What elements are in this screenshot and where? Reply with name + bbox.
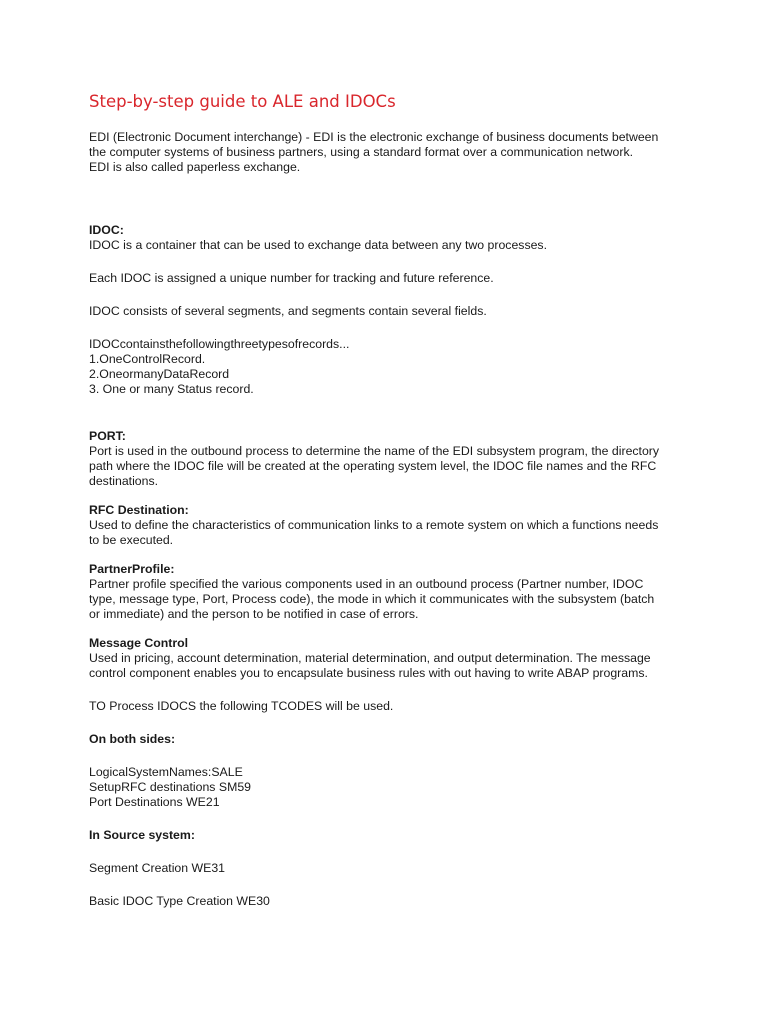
idoc-paragraph-1: IDOC is a container that can be used to exchange data between any two processes.: [89, 238, 547, 252]
idoc-records-line: 2.OneormanyDataRecord: [89, 367, 230, 381]
idoc-records-line: 3. One or many Status record.: [89, 382, 254, 396]
port-line: path where the IDOC file will be created at the operating system level, the IDOC file names and the RFC: [89, 459, 657, 473]
message-line: control component enables you to encapsulate business rules with out having to write ABAP programs.: [89, 666, 648, 680]
rfc-line: Used to define the characteristics of communication links to a remote system on which a functions needs: [89, 518, 659, 532]
document-title: Step-by-step guide to ALE and IDOCs: [89, 92, 396, 111]
port-heading: PORT:: [89, 429, 126, 443]
source-item: Basic IDOC Type Creation WE30: [89, 894, 270, 908]
both-sides-section: [89, 732, 689, 810]
partner-section: [89, 562, 689, 622]
edi-line: EDI (Electronic Document interchange) - EDI is the electronic exchange of business documents between: [89, 130, 659, 144]
rfc-heading: RFC Destination:: [89, 503, 189, 517]
source-item: Segment Creation WE31: [89, 861, 226, 875]
edi-line: the computer systems of business partners, using a standard format over a communication network.: [89, 145, 634, 159]
rfc-section: [89, 503, 689, 548]
rfc-line: to be executed.: [89, 533, 174, 547]
partner-line: Partner profile specified the various components used in an outbound process (Partner number, IDOC: [89, 577, 644, 591]
source-section: [89, 828, 689, 909]
port-line: destinations.: [89, 474, 159, 488]
partner-line: or immediate) and the person to be notified in case of errors.: [89, 607, 419, 621]
partner-line: type, message type, Port, Process code), the mode in which it communicates with the subsystem (batch: [89, 592, 655, 606]
source-heading: In Source system:: [89, 828, 195, 842]
both-sides-item: Port Destinations WE21: [89, 795, 220, 809]
port-section: [89, 429, 689, 489]
idoc-paragraph-2: Each IDOC is assigned a unique number for tracking and future reference.: [89, 271, 494, 285]
tcodes-intro: TO Process IDOCS the following TCODES will be used.: [89, 699, 394, 713]
idoc-records-line: 1.OneControlRecord.: [89, 352, 206, 366]
message-section: [89, 636, 689, 681]
edi-line: EDI is also called paperless exchange.: [89, 160, 301, 174]
port-line: Port is used in the outbound process to determine the name of the EDI subsystem program, the directory: [89, 444, 660, 458]
idoc-records-line: IDOCcontainsthefollowingthreetypesofrecords...: [89, 337, 350, 351]
document-page: [89, 92, 689, 909]
partner-heading: PartnerProfile:: [89, 562, 175, 576]
idoc-section: [89, 223, 689, 397]
edi-paragraph: [89, 130, 689, 175]
idoc-paragraph-3: IDOC consists of several segments, and segments contain several fields.: [89, 304, 487, 318]
both-sides-heading: On both sides:: [89, 732, 176, 746]
both-sides-item: SetupRFC destinations SM59: [89, 780, 251, 794]
idoc-heading: IDOC:: [89, 223, 124, 237]
message-line: Used in pricing, account determination, material determination, and output determination. The message: [89, 651, 651, 665]
both-sides-item: LogicalSystemNames:SALE: [89, 765, 243, 779]
message-heading: Message Control: [89, 636, 189, 650]
